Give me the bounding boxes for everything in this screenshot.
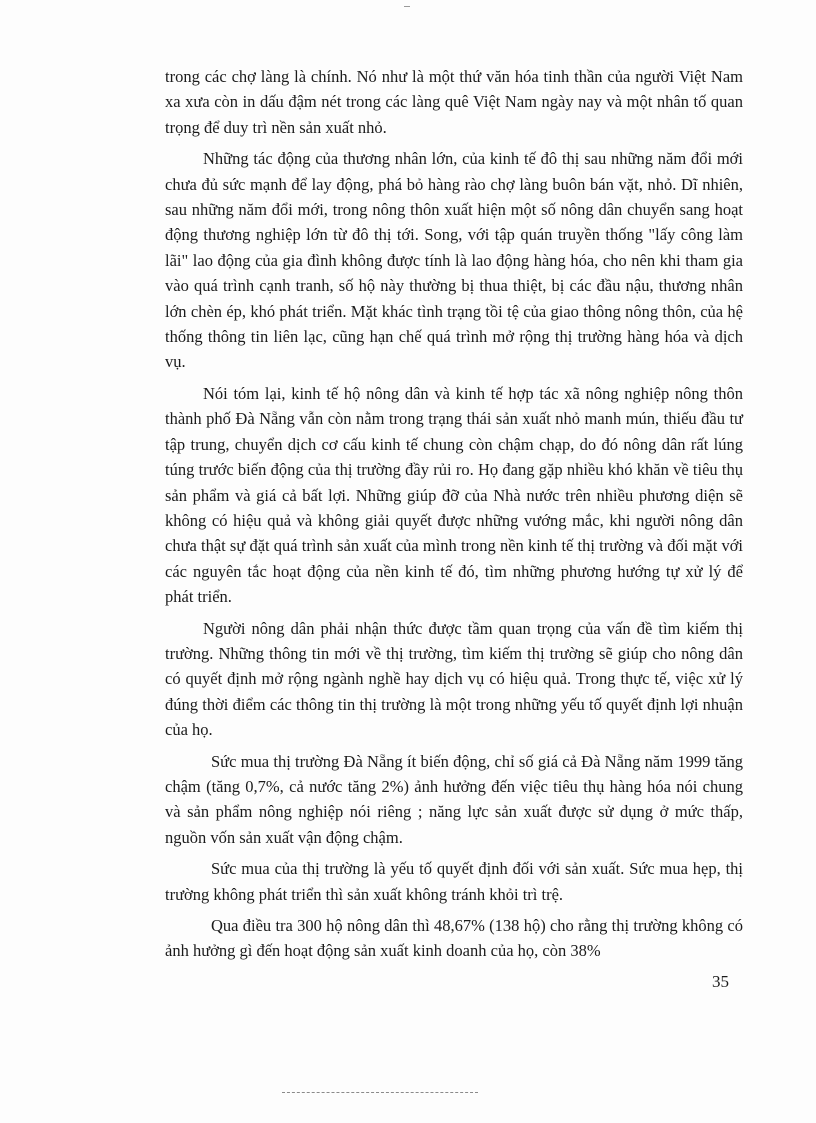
paragraph-1: trong các chợ làng là chính. Nó như là một thứ văn hóa tinh thần của người Việt Nam xa xưa còn in dấu đậm nét trong các làng quê Việt Nam ngày nay và một nhân tố quan trọng để duy trì nền sản xuất nhỏ.	[165, 67, 743, 137]
paragraph-2: Những tác động của thương nhân lớn, của kinh tế đô thị sau những năm đổi mới chưa đủ sức mạnh để lay động, phá bỏ hàng rào chợ làng buôn bán vặt, nhỏ. Dĩ nhiên, sau những năm đổi mới, trong nông thôn xuất hiện một số nông dân chuyển sang hoạt động thương nghiệp lớn từ đô thị tới. Song, với tập quán truyền thống "lấy công làm lãi" lao động của gia đình không được tính là lao động hàng hóa, cho nên khi tham gia vào quá trình cạnh tranh, số hộ này thường bị thua thiệt, bị các đầu nậu, thương nhân lớn chèn ép, khó phát triển. Mặt khác tình trạng tồi tệ của giao thông nông thôn, của hệ thống thông tin liên lạc, cũng hạn chế quá trình mở rộng thị trường hàng hóa và dịch vụ.	[165, 149, 743, 372]
body-text	[165, 64, 743, 970]
paragraph-3: Nói tóm lại, kinh tế hộ nông dân và kinh tế hợp tác xã nông nghiệp nông thôn thành phố Đà Nẵng vẫn còn nằm trong trạng thái sản xuất nhỏ manh mún, thiếu đầu tư tập trung, chuyển dịch cơ cấu kinh tế chung còn chậm chạp, do đó nông dân rất lúng túng trước biến động của thị trường đầy rủi ro. Họ đang gặp nhiều khó khăn về tiêu thụ sản phẩm và giá cả bất lợi. Những giúp đỡ của Nhà nước trên nhiều phương diện sẽ không có hiệu quả và không giải quyết được những vướng mắc, khi người nông dân chưa thật sự đặt quá trình sản xuất của mình trong nền kinh tế thị trường và đối mặt với các nguyên tắc hoạt động của nền kinh tế đó, tìm những phương hướng tự xử lý để phát triển.	[165, 383, 743, 607]
scan-mark	[404, 6, 410, 7]
footer-divider	[282, 1092, 478, 1093]
paragraph-6: Sức mua của thị trường là yếu tố quyết định đối với sản xuất. Sức mua hẹp, thị trường không phát triển thì sản xuất không tránh khỏi trì trệ.	[165, 859, 743, 904]
paragraph-5: Sức mua thị trường Đà Nẵng ít biến động, chỉ số giá cả Đà Nẵng năm 1999 tăng chậm (tăng 0,7%, cả nước tăng 2%) ảnh hưởng đến việc tiêu thụ hàng hóa nói chung và sản phẩm nông nghiệp nói riêng ; năng lực sản xuất được sử dụng ở mức thấp, nguồn vốn sản xuất vận động chậm.	[165, 751, 743, 847]
paragraph-4: Người nông dân phải nhận thức được tầm quan trọng của vấn đề tìm kiếm thị trường. Những thông tin mới về thị trường, tìm kiếm thị trường sẽ giúp cho nông dân có quyết định mở rộng ngành nghề hay dịch vụ có hiệu quả. Trong thực tế, việc xử lý đúng thời điểm các thông tin thị trường là một trong những yếu tố quyết định lợi nhuận của họ.	[165, 618, 743, 740]
paragraph-7: Qua điều tra 300 hộ nông dân thì 48,67% (138 hộ) cho rằng thị trường không có ảnh hưởng gì đến hoạt động sản xuất kinh doanh của họ, còn 38%	[165, 916, 743, 961]
page-number: 35	[712, 972, 729, 991]
